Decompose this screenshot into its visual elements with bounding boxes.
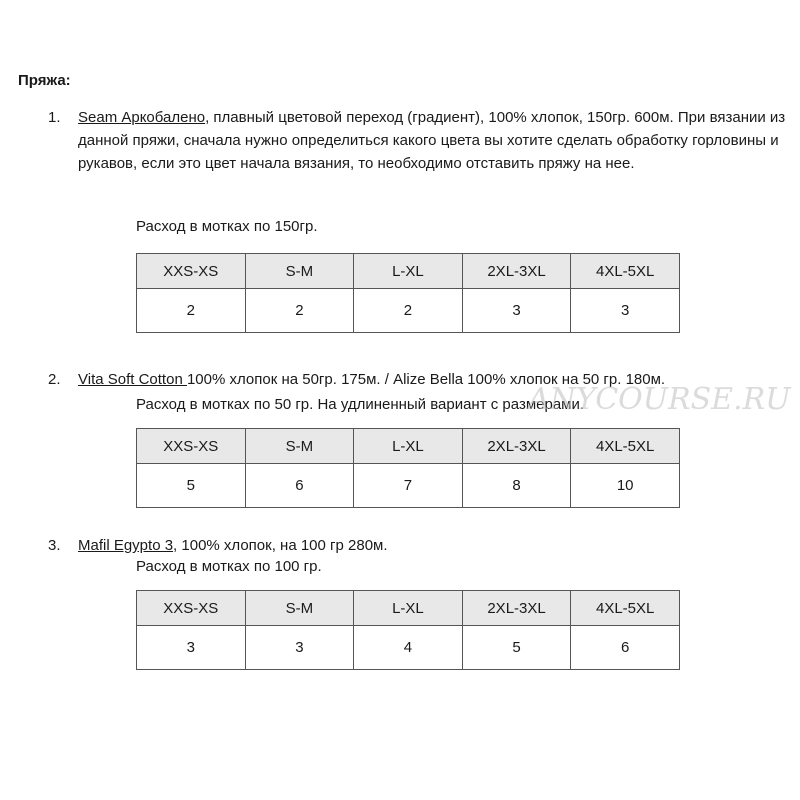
consumption-note-1: Расход в мотках по 150гр. — [136, 218, 318, 235]
skein-count: 7 — [354, 464, 463, 508]
yarn-link-mafil[interactable]: Mafil Egypto 3 — [78, 537, 174, 554]
size-header: XXS-XS — [137, 254, 246, 289]
size-header: 2XL-3XL — [462, 254, 571, 289]
size-header: S-M — [245, 429, 354, 464]
skein-count: 3 — [245, 626, 354, 670]
size-header: 4XL-5XL — [571, 254, 680, 289]
skein-count: 2 — [245, 289, 354, 333]
table-value-row — [137, 464, 680, 508]
yarn-heading: Пряжа: — [18, 72, 71, 89]
skein-count: 4 — [354, 626, 463, 670]
size-header: S-M — [245, 591, 354, 626]
item-number: 1. — [48, 109, 61, 126]
item-description — [78, 534, 788, 557]
size-header: S-M — [245, 254, 354, 289]
item-description — [78, 106, 788, 175]
skein-count: 2 — [137, 289, 246, 333]
skein-count: 5 — [462, 626, 571, 670]
table-value-row — [137, 626, 680, 670]
item-number: 3. — [48, 537, 61, 554]
size-header: 2XL-3XL — [462, 429, 571, 464]
size-header: 4XL-5XL — [571, 429, 680, 464]
size-header: XXS-XS — [137, 429, 246, 464]
size-header: L-XL — [354, 429, 463, 464]
consumption-note-2: Расход в мотках по 50 гр. На удлиненный вариант с размерами. — [136, 396, 585, 413]
table-value-row — [137, 289, 680, 333]
watermark: ANYCOURSE.RU — [528, 382, 791, 417]
size-table-2 — [136, 428, 680, 508]
size-header: L-XL — [354, 591, 463, 626]
consumption-note-3: Расход в мотках по 100 гр. — [136, 558, 322, 575]
skein-count: 3 — [571, 289, 680, 333]
table-header-row — [137, 254, 680, 289]
size-table-3 — [136, 590, 680, 670]
item-number: 2. — [48, 371, 61, 388]
table-header-row — [137, 591, 680, 626]
skein-count: 8 — [462, 464, 571, 508]
skein-count: 2 — [354, 289, 463, 333]
yarn-link-vita[interactable]: Vita Soft Cotton — [78, 371, 187, 388]
size-header: 2XL-3XL — [462, 591, 571, 626]
skein-count: 5 — [137, 464, 246, 508]
table-header-row — [137, 429, 680, 464]
skein-count: 3 — [137, 626, 246, 670]
item-text: , плавный цветовой переход (градиент), 100% хлопок, 150гр. 600м. При вязании из данной пряжи, сначала нужно определиться какого цвета вы хотите сделать обработку горловины и рукавов, если это цвет начала вязания, то необходимо отставить пряжу на нее. — [78, 109, 786, 172]
item-text: 100% хлопок на 50гр. 175м. / Alize Bella 100% хлопок на 50 гр. 180м. — [186, 371, 666, 388]
skein-count: 6 — [571, 626, 680, 670]
size-table-1 — [136, 253, 680, 333]
item-text: , 100% хлопок, на 100 гр 280м. — [173, 537, 388, 554]
size-header: 4XL-5XL — [571, 591, 680, 626]
yarn-link-seam[interactable]: Seam Аркобалено — [78, 109, 206, 126]
size-header: L-XL — [354, 254, 463, 289]
skein-count: 3 — [462, 289, 571, 333]
skein-count: 10 — [571, 464, 680, 508]
size-header: XXS-XS — [137, 591, 246, 626]
skein-count: 6 — [245, 464, 354, 508]
